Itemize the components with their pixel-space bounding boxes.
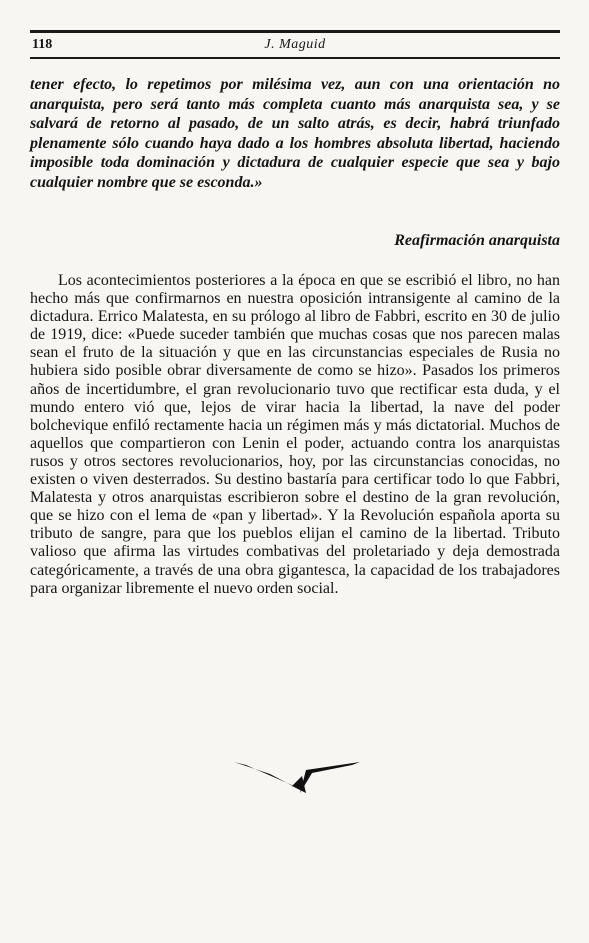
quote-continuation: tener efecto, lo repetimos por milésima vez, aun con una orientación no anarquista, pero será tanto más completa cuanto más anarquista sea, y se salvará de retorno al pasado, de un salto atrás, es decir, habrá triunfado plenamente sólo cuando haya dado a los hombres absoluta libertad, haciendo imposible toda dominación y dictadura de cualquier especie que sea y bajo cualquier nombre que se esconda.» [30,76,560,191]
running-head-author: J. Maguid [264,37,326,52]
body-paragraph: Los acontecimientos posteriores a la época en que se escribió el libro, no han hecho más que confirmarnos en nuestra oposición intransigente al camino de la dictadura. Errico Malatesta, en su prólogo al libro de Fabbri, escrito en 30 de julio de 1919, dice: «Puede suceder también que muchas cosas que nos parecen malas sean el fruto de la situación y que en las circunstancias especiales de Rusia no hubiera sido posible obrar diversamente de como se hizo». Pasados los primeros años de incertidumbre, el gran revolucionario tuvo que rectificar esta duda, y el mundo entero vió que, lejos de virar hacia la libertad, la nave del poder bolchevique enfiló rectamente hacia un régimen más y más dictatorial. Muchos de aquellos que compartieron con Lenin el poder, actuando contra los anarquistas rusos y otros sectores revolucionarios, hoy, por las circunstancias conocidas, no existen o viven desterrados. Su destino bastaría para certificar todo lo que Fabbri, Malatesta y otros anarquistas escribieron sobre el destino de la gran revolución, que se hizo con el lema de «pan y libertad». Y la Revolución española aporta su tributo de sangre, para que los pueblos elijan el camino de la libertad. Tributo valioso que afirma las virtudes combativas del proletariado y deja demostrada categóricamente, a través de una obra gigantesca, la capacidad de los trabajadores para organizar libremente el nuevo orden social. [30,272,560,597]
page-number: 118 [32,37,53,52]
section-heading: Reafirmación anarquista [394,232,560,249]
end-of-chapter-ornament-icon [234,756,360,794]
running-header [30,30,560,59]
